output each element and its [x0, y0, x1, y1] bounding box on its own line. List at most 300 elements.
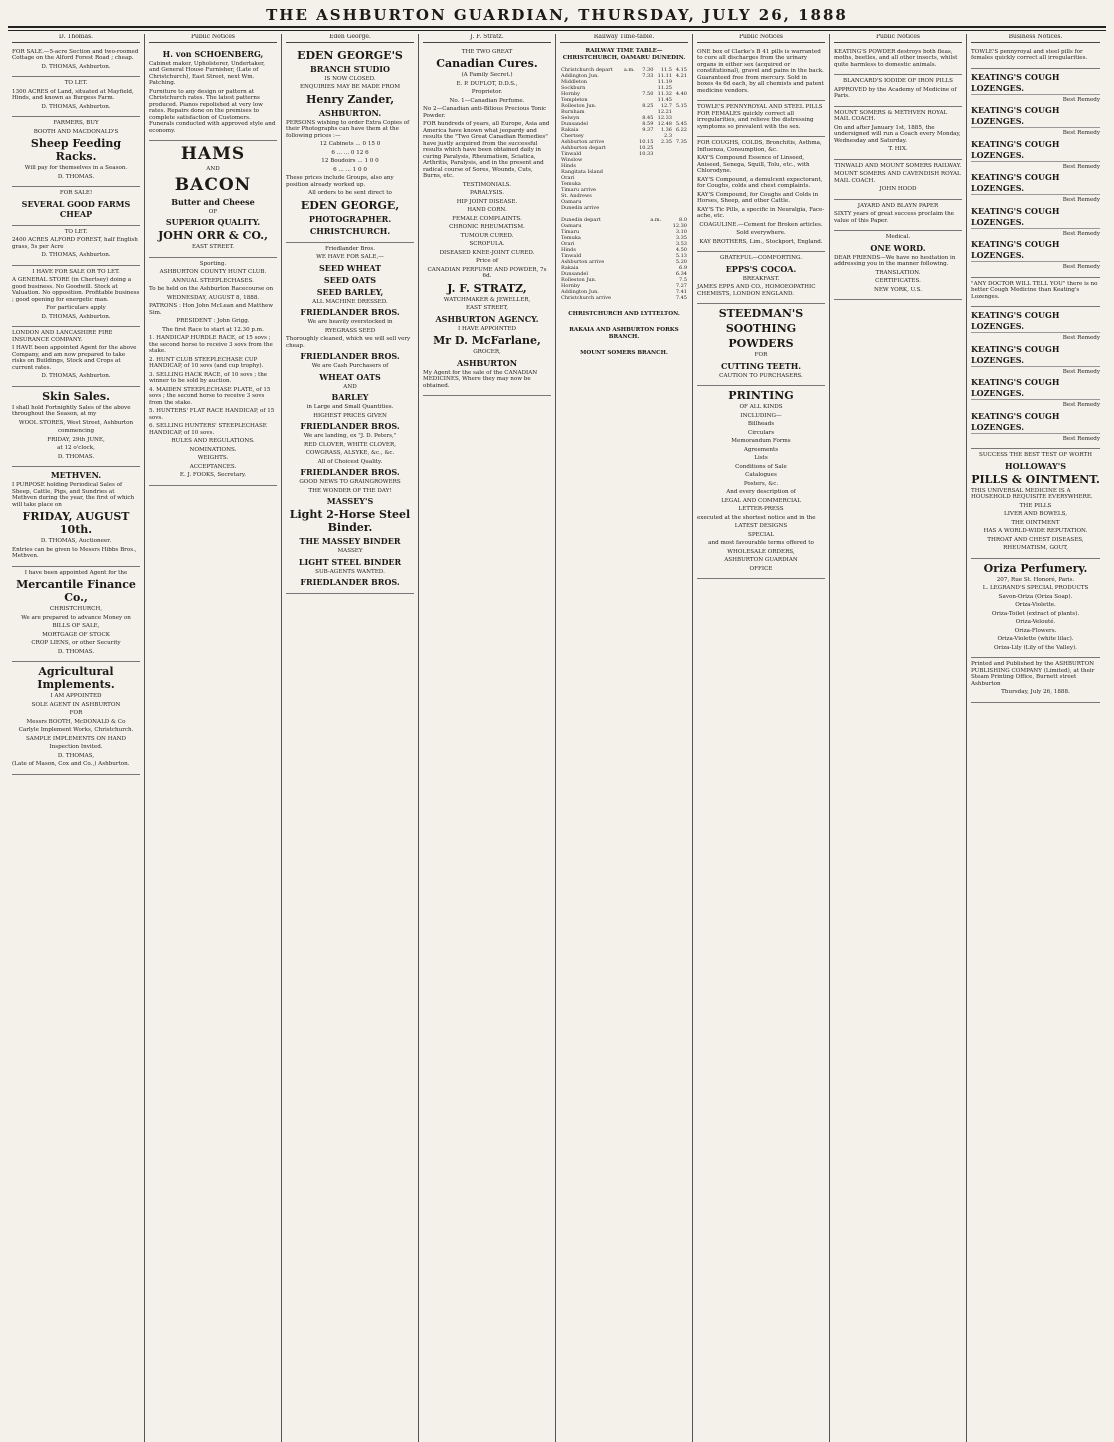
ad-line: No. 1—Canadian Perfume. — [449, 97, 525, 104]
advertisement — [697, 304, 825, 386]
advertisement — [12, 226, 140, 266]
ad-line: Billheads — [747, 421, 775, 427]
ad-line: ACCEPTANCES. — [189, 463, 237, 470]
ad-line: LATEST DESIGNS — [734, 523, 788, 529]
ad-line: For particulars apply — [46, 305, 106, 311]
advertisement — [971, 307, 1100, 449]
ad-line: Butter and Cheese — [171, 196, 255, 207]
ad-line: JOHN ORR & CO., — [158, 229, 268, 242]
ad-line: All of Choicest Quality. — [317, 458, 383, 465]
ad-line: Furniture to any design or pattern at Christchurch rates. The latest patterns produced. Pianos repolished at very low rates. Repairs done on the premises to complete satisfaction of Customers. Funerals conducted with approved style and economy. — [149, 88, 276, 134]
timetable-cell: Temuka — [561, 180, 581, 187]
ad-line: Will pay for themselves in a Season. — [24, 165, 128, 171]
ad-line: FOR SALE.—5-acre Section and two-roomed Cottage on the Alford Forest Road ; cheap. — [12, 48, 139, 61]
ad-line: Sporting. — [199, 260, 227, 267]
ad-line: D. THOMAS. — [57, 173, 95, 180]
ad-line: MASSEY'S — [326, 496, 374, 506]
advertisement — [697, 46, 825, 102]
timetable-cell: Hornby — [561, 282, 581, 289]
advertisement — [12, 266, 140, 328]
column-heading: Railway Time-table. — [560, 34, 688, 43]
ad-line: Thoroughly cleaned, which we will sell very cheap. — [286, 336, 411, 349]
timetable-cell: 8.45 — [642, 114, 654, 121]
ad-line: executed at the shortest notice and in the — [697, 514, 816, 521]
advertisement — [834, 46, 962, 76]
advertisement — [971, 69, 1100, 278]
timetable-cell: 11.19 — [657, 78, 672, 85]
ad-line: BLANCARD'S IODIDE OF IRON PILLS — [843, 78, 953, 84]
advertisement — [12, 117, 140, 187]
timetable-cell: Addington Jun. — [561, 72, 599, 79]
timetable-cell: 5.20 — [675, 258, 687, 265]
ad-line: D. THOMAS, Ashburton. — [41, 313, 111, 320]
ad-line: EDEN GEORGE'S — [297, 48, 403, 62]
ad-line: Thursday, July 26, 1888. — [1001, 689, 1070, 695]
ad-line: J. F. STRATZ, — [447, 281, 527, 295]
ad-line: And every description of — [726, 489, 796, 495]
ad-line: MASSEY — [337, 548, 363, 554]
ad-line: THE OINTMENT — [1011, 519, 1060, 526]
ad-line: Best Remedy — [1062, 264, 1100, 270]
timetable-cell: Hornby — [561, 90, 581, 97]
ad-line: WHOLESALE ORDERS, — [727, 548, 795, 555]
masthead-title: THE ASHBURTON GUARDIAN, THURSDAY, JULY 26, 1888 — [266, 6, 848, 24]
timetable-cell: Hinds — [561, 246, 576, 253]
timetable-cell: Tinwald — [561, 150, 582, 157]
advertisement — [971, 46, 1100, 69]
ad-line: DEAR FRIENDS—We have no hesitation in addressing you in the manner following. — [834, 254, 956, 267]
timetable-section-title: RAKAIA AND ASHBURTON FORKS BRANCH. — [569, 327, 679, 340]
ad-line: 12 Boudoirs ... 1 0 0 — [321, 158, 379, 164]
timetable-cell: Christchurch arrive — [561, 294, 611, 301]
ad-line: SUCCESS THE BEST TEST OF WORTH — [979, 452, 1092, 458]
ad-line: FRIEDLANDER BROS. — [300, 577, 400, 587]
timetable-cell: 4.40 — [675, 90, 687, 97]
ad-line: HIGHEST PRICES GIVEN — [313, 412, 387, 419]
advertisement — [697, 252, 825, 304]
ad-line: KEATING'S COUGH LOZENGES. — [971, 172, 1100, 195]
timetable-cell: Chertsey — [561, 132, 584, 139]
ad-line: JOHN HOOD — [879, 186, 917, 192]
timetable-cell: 7.27 — [675, 282, 687, 289]
timetable-cell: Tinwald — [561, 252, 582, 259]
ad-line: PATRONS : Hon John McLean and Matthew Sim. — [149, 303, 274, 316]
ad-line: Best Remedy — [1062, 368, 1100, 375]
ad-line: ALL MACHINE DRESSED. — [312, 298, 388, 305]
ad-line: COAGULINE.—Cement for Broken articles. — [699, 221, 823, 228]
ad-line: POWDERS — [728, 337, 794, 350]
ad-line: Oriza-Violette. — [1015, 602, 1056, 608]
ad-line: D. THOMAS, Ashburton. — [41, 252, 111, 258]
ad-line: WE HAVE FOR SALE,— — [316, 254, 384, 260]
ad-line: Lists — [754, 455, 768, 461]
ad-line: NEW YORK, U.S. — [873, 286, 923, 293]
column-public-notices-2 — [693, 34, 830, 1442]
ad-line: D. THOMAS. — [57, 648, 95, 655]
ad-line: BOOTH AND MACDONALD'S — [33, 128, 119, 135]
ad-line: PARALYSIS. — [469, 190, 505, 196]
ad-line: MOUNT SOMERS & METHVEN ROYAL MAIL COACH. — [834, 109, 948, 122]
ad-line: TOWLE'S pennyroyal and steel pills for females quickly correct all irregularities. — [971, 48, 1088, 61]
timetable-cell: Middleton — [561, 78, 587, 85]
ad-line: 3. SELLING HACK RACE, of 10 sovs ; the winner to be sold by auction. — [149, 371, 268, 384]
timetable-cell: 3.53 — [675, 240, 687, 247]
ad-line: SEVERAL GOOD FARMS CHEAP — [21, 198, 131, 219]
ad-line: 2400 ACRES ALFORD FOREST, half English grass, 5s per Acre — [12, 237, 138, 250]
timetable-cell: 11.5 — [660, 66, 672, 73]
ad-line: RYEGRASS SEED — [324, 327, 376, 334]
ad-line: NOMINATIONS. — [189, 446, 237, 453]
timetable-cell: Dunedin depart — [561, 216, 601, 223]
ad-line: HAS A WORLD-WIDE REPUTATION. — [983, 528, 1088, 534]
ad-line: SAMPLE IMPLEMENTS ON HAND — [25, 735, 127, 742]
ad-line: D. THOMAS, Ashburton. — [41, 103, 111, 110]
ad-line: LONDON AND LANCASHIRE FIRE INSURANCE COMPANY. — [12, 330, 113, 343]
ad-line: Oriza-Flowers. — [1014, 627, 1057, 634]
ad-line: Oriza-Lily (Lily of the Valley). — [994, 644, 1077, 651]
ad-line: PILLS & OINTMENT. — [971, 472, 1100, 486]
ad-line: LETTER-PRESS — [738, 506, 784, 512]
ad-line: in Large and Small Quantities. — [306, 404, 394, 410]
timetable-cell: Rakaia — [561, 264, 579, 271]
ad-line: The first Race to start at 12.30 p.m. — [162, 326, 264, 333]
column-heading: J. F. Stratz. — [423, 34, 551, 43]
ad-line: Mr D. McFarlane, — [433, 334, 541, 347]
ad-line: 207, Rue St. Honoré, Paris. — [996, 576, 1075, 583]
ad-line: We are prepared to advance Money on — [21, 614, 131, 621]
ad-line: SPECIAL — [748, 531, 774, 538]
timetable-cell: Orari — [561, 174, 575, 181]
ad-line: D. THOMAS. — [57, 453, 95, 460]
timetable-cell: Winslow — [561, 156, 583, 163]
ad-line: KAY BROTHERS, Lim., Stockport, England. — [699, 238, 823, 245]
ad-line: DISEASED KNEE-JOINT CURED. — [439, 249, 535, 256]
ad-line: THE MASSEY BINDER — [299, 536, 401, 546]
timetable-cell: 12.48 — [657, 120, 672, 127]
ad-line: FRIDAY, AUGUST 10th. — [22, 510, 130, 536]
timetable-section-title: CHRISTCHURCH AND LYTTELTON. — [568, 310, 680, 317]
ad-line: We are heavily overstocked in — [307, 319, 393, 325]
ad-line: PHOTOGRAPHER. — [308, 213, 392, 224]
timetable-cell: 6.9 — [679, 264, 687, 271]
ad-line: D. THOMAS, Ashburton. — [41, 373, 111, 379]
ad-line: commencing — [57, 428, 95, 434]
timetable-cell: Ashburton arrive — [561, 258, 605, 265]
ad-line: SCROFULA. — [469, 241, 505, 247]
advertisement — [149, 141, 277, 258]
timetable-cell: 7.5 — [679, 276, 687, 283]
timetable-cell: 7.30 — [642, 66, 654, 73]
ad-line: CHRONIC RHEUMATISM. — [449, 224, 525, 230]
timetable-cell: 7.35 — [675, 138, 687, 145]
timetable-cell: St. Andrews — [561, 192, 592, 199]
timetable-cell: 11.25 — [657, 84, 672, 91]
ad-line: TO LET. — [64, 228, 88, 235]
timetable-cell: 4.15 — [675, 66, 687, 73]
masthead-rule — [8, 26, 1106, 31]
ad-line: 1. HANDICAP HURDLE RACE, of 15 sovs ; the second horse to receive 3 sovs from the stake. — [149, 335, 273, 354]
column-eden-george — [282, 34, 419, 1442]
advertisement — [697, 101, 825, 137]
ad-line: Best Remedy — [1062, 96, 1100, 103]
ad-line: Agricultural Implements. — [37, 665, 115, 691]
timetable-cell: Oamaru — [561, 198, 582, 205]
ad-line: SUB-AGENTS WANTED. — [315, 568, 385, 575]
ad-line: EAST STREET, — [465, 305, 509, 311]
ad-line: We are landing, ex "J. D. Peters," — [303, 433, 397, 439]
ad-line: Price of — [476, 258, 498, 264]
timetable-cell: 6.22 — [675, 126, 687, 133]
timetable-cell: Ashburton arrive — [561, 138, 605, 145]
timetable-cell: 5.13 — [675, 252, 687, 259]
timetable-cell: 11.11 — [657, 72, 672, 79]
timetable-section-title: MOUNT SOMERS BRANCH. — [580, 350, 668, 357]
ad-line: FOR hundreds of years, all Europe, Asia and America have known what jeopardy and results the "Two Great Canadian Remedies" have justly acquired from the successful results which have been obtained daily in curing Paralysis, Rheumatism, Sciatica, Arthritis, Paralysis, and in the present and radical course of Sores, Wounds, Cuts, Burns, etc. — [423, 121, 550, 179]
ad-line: RED CLOVER, WHITE CLOVER, — [304, 441, 396, 448]
ad-line: KAY'S Compound, a demulcent expectorant, for Coughs, colds and chest complaints. — [697, 176, 823, 189]
ad-line: Oriza-Violette (white lilac). — [997, 636, 1074, 642]
ad-line: PERSONS wishing to order Extra Copies of their Photographs can have them at the following prices :— — [286, 119, 410, 139]
advertisement — [423, 46, 551, 397]
ad-line: I HAVE FOR SALE OR TO LET. — [32, 268, 120, 275]
advertisement — [834, 200, 962, 232]
timetable-cell: Hinds — [561, 162, 576, 169]
ad-line: KEATING'S COUGH LOZENGES. — [971, 206, 1100, 229]
ad-line: "ANY DOCTOR WILL TELL YOU" there is no better Cough Medicine than Keating's Lozenges. — [971, 280, 1098, 300]
ad-line: Savon-Oriza (Oriza Soap). — [998, 593, 1073, 600]
ad-line: Inspection Invited. — [49, 744, 103, 750]
ad-line: Mercantile Finance Co., — [16, 578, 136, 604]
column-heading: Public Notices — [149, 34, 277, 43]
ad-line: SEED BARLEY, — [316, 286, 384, 297]
ad-line: LIGHT STEEL BINDER — [298, 556, 402, 567]
column-public-notices-3 — [830, 34, 967, 1442]
ad-line: IS NOW CLOSED. — [324, 75, 376, 82]
ad-line: Canadian Cures. — [436, 57, 538, 70]
ad-line: GOOD NEWS TO GRAINGROWERS — [299, 479, 401, 485]
timetable-cell: 2.35 — [660, 138, 672, 145]
ad-line: BREAKFAST. — [742, 275, 780, 282]
ad-line: HIP JOINT DISEASE. — [456, 198, 518, 205]
advertisement — [834, 75, 962, 107]
advertisement — [149, 46, 277, 142]
ad-line: WATCHMAKER & JEWELLER, — [443, 296, 531, 303]
columns-container — [8, 34, 1106, 1442]
ad-line: ANNUAL STEEPLECHASES. — [172, 277, 254, 284]
ad-line: Best Remedy — [1062, 130, 1100, 136]
advertisement — [971, 449, 1100, 559]
column-railway-timetable — [556, 34, 693, 1442]
timetable-cell: Dunedin arrive — [561, 204, 600, 211]
ad-line: I shall hold Fortnightly Sales of the above throughout the Season, at my — [12, 404, 131, 417]
ad-line: HAMS — [180, 144, 246, 164]
ad-line: THE PILLS — [1019, 502, 1052, 509]
column-heading: Business Notices. — [971, 34, 1100, 43]
column-d-thomas — [8, 34, 145, 1442]
ad-line: CAUTION TO PURCHASERS. — [719, 372, 803, 379]
ad-line: FOR — [754, 352, 768, 358]
ad-line: THE WONDER OF THE DAY! — [308, 487, 392, 494]
ad-line: FRIEDLANDER BROS. — [300, 467, 400, 477]
ad-line: FRIDAY, 29th JUNE, — [47, 436, 105, 443]
ad-line: Best Remedy — [1062, 335, 1100, 341]
ad-line: 4. MAIDEN STEEPLECHASE PLATE, of 15 sovs ; the second horse to receive 3 sovs from the stake. — [149, 386, 271, 406]
ad-line: KEATING'S COUGH LOZENGES. — [971, 344, 1100, 367]
ad-line: ASHBURTON — [456, 357, 518, 368]
timetable-cell: Templeton — [561, 96, 588, 103]
column-public-notices-1 — [145, 34, 282, 1442]
ad-line: Memorandum Forms — [731, 438, 791, 444]
ad-line: AND — [206, 166, 220, 172]
ad-line: KEATING'S COUGH LOZENGES. — [971, 411, 1100, 434]
ad-line: ASHBURTON AGENCY. — [435, 313, 539, 324]
ad-line: THIS UNIVERSAL MEDICINE IS A HOUSEHOLD REQUISITE EVERYWHERE. — [971, 487, 1093, 500]
ad-line: SEED OATS — [323, 274, 377, 285]
ad-line: METHVEN. — [50, 470, 102, 480]
timetable-cell: Timaru arrive — [561, 186, 596, 193]
ad-line: WEIGHTS. — [197, 455, 229, 461]
ad-line: H. von SCHOENBERG, — [162, 48, 264, 59]
ad-line: Sold everywhere. — [736, 230, 786, 236]
ad-line: SOLE AGENT IN ASHBURTON — [31, 701, 121, 708]
north-timetable — [560, 217, 688, 301]
ad-line: A GENERAL STORE (in Chertsey) doing a good business. No Goodwill. Stock at Valuation. No opposition. Profitable business ; good opening for energetic man. — [12, 277, 140, 303]
advertisement — [834, 231, 962, 300]
ad-line: All orders to be sent direct to — [308, 190, 392, 196]
ad-line: 5. HUNTERS' FLAT RACE HANDICAP, of 15 sovs. — [149, 408, 275, 421]
ad-line: L. LEGRAND'S SPECIAL PRODUCTS — [982, 585, 1089, 591]
timetable-cell: Temuka — [561, 234, 581, 241]
ad-line: BACON — [174, 174, 252, 195]
timetable-cell: 5.15 — [675, 102, 687, 109]
ad-line: No 2—Canadian anti-Bilious Precious Tonic Powder. — [423, 106, 547, 119]
advertisement — [971, 559, 1100, 659]
ad-line: THROAT AND CHEST DISEASES, — [987, 536, 1084, 543]
timetable-cell: 10.25 — [639, 144, 654, 151]
ad-line: KEATING'S COUGH LOZENGES. — [971, 72, 1100, 95]
ad-line: KEATING'S POWDER destroys both fleas, moths, beetles, and all other insects, whilst quite harmless to domestic animals. — [834, 48, 958, 68]
ad-line: ASHBURTON. — [318, 107, 382, 118]
ad-line: Best Remedy — [1062, 163, 1100, 170]
ad-line: ONE box of Clarke's B 41 pills is warranted to cure all discharges from the urinary organs in either sex (acquired or constitutional), gravel and pains in the back. Guaranteed free from mercury. Sold in boxes 4s 6d each, by all chemists and patent medicine vendors. — [697, 48, 824, 94]
timetable-cell: 8.59 — [642, 120, 654, 127]
timetable-cell: 4.21 — [675, 72, 687, 79]
advertisement — [971, 658, 1100, 703]
ad-line: Friedlander Bros. — [324, 245, 376, 252]
ad-line: OF ALL KINDS — [739, 404, 783, 410]
ad-line: INCLUDING— — [740, 412, 782, 419]
ad-line: I PURPOSE holding Periodical Sales of Sheep, Cattle, Pigs, and Sundries at Methven during the year, the first of which will take place on — [12, 482, 135, 508]
ad-line: at 12 o'clock, — [57, 445, 95, 451]
ad-line: APPROVED by the Academy of Medicine of Paris. — [834, 86, 957, 99]
timetable-cell: 6.34 — [675, 270, 687, 277]
timetable-cell: Burnham — [561, 108, 585, 115]
ad-line: GROCER, — [473, 349, 501, 355]
ad-line: EPPS'S COCOA. — [725, 263, 797, 274]
timetable-cell: 10.15 — [639, 138, 654, 145]
advertisement — [286, 46, 414, 243]
timetable-cell: 7.45 — [675, 294, 687, 301]
ad-line: Proprietor. — [471, 89, 503, 95]
advertisement — [12, 662, 140, 775]
ad-line: CERTIFICATES. — [875, 278, 921, 284]
ad-line: Best Remedy — [1062, 402, 1100, 408]
column-heading: D. Thomas. — [12, 34, 140, 43]
column-business-notices — [967, 34, 1104, 1442]
timetable-cell: 5.45 — [675, 120, 687, 127]
advertisement — [12, 567, 140, 663]
advertisement — [834, 160, 962, 200]
ad-line: AND — [343, 383, 357, 390]
timetable-cell: 7.41 — [675, 288, 687, 295]
ad-line: EAST STREET. — [191, 244, 235, 250]
timetable-cell: 8.0 — [679, 216, 687, 223]
ad-line: JAYARD AND BLAYN PAPER — [857, 202, 939, 209]
column-heading: Public Notices — [834, 34, 962, 43]
ad-line: Henry Zander, — [305, 92, 395, 106]
timetable-cell: 11.32 — [657, 90, 672, 97]
column-jf-stratz — [419, 34, 556, 1442]
timetable-cell: Dunsandel — [561, 270, 588, 277]
timetable-cell: Dunsandel — [561, 120, 588, 127]
ad-line: On and after January 1st, 1885, the undersigned will run a Coach every Monday, Wednesday and Saturday. — [834, 124, 961, 144]
timetable-cell — [642, 295, 662, 301]
ad-line: Best Remedy — [1062, 230, 1100, 237]
ad-line: FOR SALE! — [59, 190, 93, 196]
timetable-cell: 10.33 — [639, 150, 654, 157]
ad-line: Printed and Published by the ASHBURTON PUBLISHING COMPANY (Limited), at their Steam Printing Office, Burnett street Ashburton — [971, 661, 1095, 687]
ad-line: 6 ... ... 1 0 0 — [333, 166, 367, 173]
ad-line: FOR — [69, 710, 83, 716]
ad-line: E. J. FOOKS, Secretary. — [179, 472, 247, 478]
ad-line: Oriza-Toilet (extract of plants). — [991, 610, 1080, 617]
ad-line: Sheep Feeding Racks. — [30, 137, 122, 163]
ad-line: MOUNT SOMERS AND CAVENDISH ROYAL MAIL COACH. — [834, 171, 961, 184]
ad-line: TOWLE'S PENNYROYAL AND STEEL PILLS FOR FEMALES quickly correct all irregularities, and relieve the distressing symptoms so prevalent with the sex. — [697, 104, 823, 130]
advertisement — [149, 258, 277, 486]
ad-line: SEED WHEAT — [318, 262, 382, 273]
ad-line: Oriza Perfumery. — [983, 561, 1088, 575]
ad-line: 12 Cabinets ... 0 15 0 — [319, 141, 381, 147]
timetable-cell: 12.21 — [657, 108, 672, 115]
ad-line: OF — [208, 208, 218, 215]
ad-line: TUMOUR CURED. — [460, 232, 514, 239]
timetable-cell: 1.36 — [660, 126, 672, 133]
ad-line: FEMALE COMPLAINTS. — [452, 215, 522, 222]
ad-line: I AM APPOINTED — [50, 693, 102, 699]
timetable-cell: Rakaia — [561, 126, 579, 133]
timetable-cell: 12.7 — [660, 102, 672, 109]
timetable-cell: 7.50 — [642, 90, 654, 97]
ad-line: 6. SELLING HUNTERS' STEEPLECHASE HANDICAP, of 10 sovs. — [149, 423, 267, 436]
advertisement — [971, 278, 1100, 308]
ad-line: I have been appointed Agent for the — [24, 569, 128, 576]
timetable-cell: Addington Jun. — [561, 288, 599, 295]
ad-line: KEATING'S COUGH LOZENGES. — [971, 310, 1100, 333]
ad-line: E. P. DUFLOT, D.D.S., — [456, 80, 518, 87]
ad-line: To be held on the Ashburton Racecourse on — [149, 286, 274, 292]
ad-line: JAMES EPPS AND CO., HOMOEOPATHIC CHEMISTS, LONDON ENGLAND. — [697, 284, 816, 297]
ad-line: KEATING'S COUGH LOZENGES. — [971, 139, 1100, 162]
ad-line: KAY'S Compound, for Coughs and Colds in Horses, Sheep, and other Cattle. — [697, 191, 819, 204]
ad-line: ONE WORD. — [870, 242, 926, 253]
ad-line: I HAVE been appointed Agent for the above Company, and am now prepared to take risks on Buildings, Stock and Crops at current rates. — [12, 345, 137, 371]
timetable-cell: a.m. — [623, 66, 635, 73]
timetable-title: RAILWAY TIME TABLE—CHRISTCHURCH, OAMARU DUNEDIN. — [562, 48, 686, 61]
timetable-cell: 7.33 — [642, 72, 654, 79]
advertisement — [12, 327, 140, 387]
ad-line: We are Cash Purchasers of — [311, 363, 389, 369]
